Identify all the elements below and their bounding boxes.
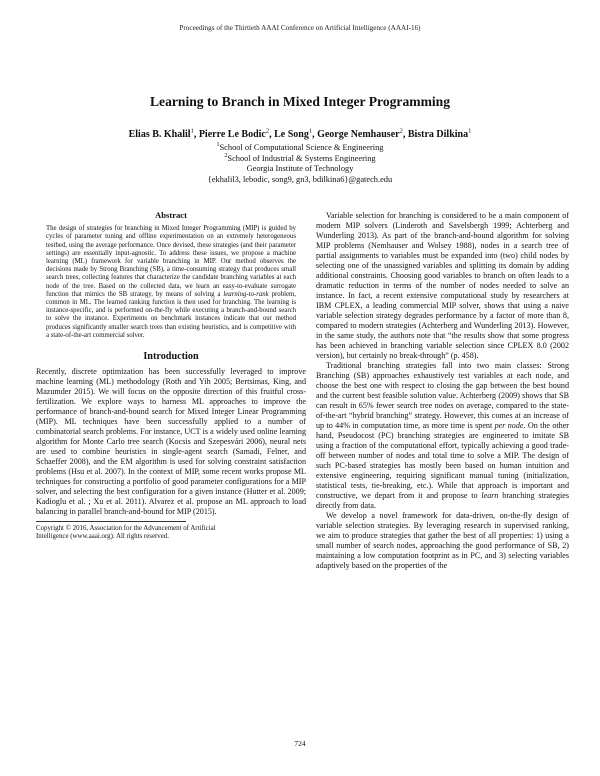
author-emails: {ekhalil3, lebodic, song9, gn3, bdilkina6}@gatech.edu: [207, 175, 393, 184]
affiliation-2: $^2$School of Industrial & Systems Engineering: [224, 153, 376, 163]
introduction-heading: Introduction: [143, 351, 199, 363]
paper-title: Learning to Branch in Mixed Integer Programming: [149, 94, 451, 109]
introduction-paragraph: Recently, discrete optimization has been successfully leveraged to improve machine learning (ML) methodology (Roth and Yih 2005; Bertsimas, King, and Mazumder 2015). We will focus on the opposite direction of this fruitful cross-fertilization. We explore ways to harness ML approaches to improve the performance of branch-and-bound search for Mixed Integer Linear Programming (MIP). ML techniques have been successfully applied to a number of combinatorial search problems. For instance, UCT is a widely used online learning algorithm for Monte Carlo tree search (Kocsis and Szepesvári 2006), neural nets are used to combine heuristics in single-agent search (Samadi, Felner, and Schaeffer 2008), and the EM algorithm is used for solving constraint satisfaction problems (Hsu et al. 2007). In the context of MIP, some recent works propose ML techniques for constructing a portfolio of good parameter configurations for a MIP solver, and selecting the best configuration for a given instance (Hutter et al. 2009; Kadioglu et al. ; Xu et al. 2011). Alvarez et al. propose an ML approach to load balancing in parallel branch-and-bound for MIP (2015).: [36, 367, 306, 517]
author: Bistra Dilkina$^1$: [407, 128, 472, 141]
body-paragraph: Variable selection for branching is considered to be a main component of modern MIP solvers (Linderoth and Savelsbergh 1999; Achterberg and Wunderling 2013). As part of the branch-and-bound algorithm for solving MIP problems (Nemhauser and Wolsey 1988), nodes in a search tree of partial assignments to variables must be expanded into (two) child nodes by selecting one of the unassigned variables and splitting its domain by adding additional constraints. Choosing good variables to branch on often leads to a dramatic reduction in terms of the number of nodes needed to solve an instance. In fact, a recent extensive computational study by researchers at IBM CPLEX, a leading commercial MIP solver, shows that using a naive variable selection strategy degrades performance by a factor of more than 8, compared to modern strategies (Achterberg and Wunderling 2013). However, in the same study, the authors note that “the results show that some progress has been achieved in branching variable selection since CPLEX 8.0 (2002 version), but certainly no break-through” (p. 458).: [316, 211, 569, 360]
right-column: [316, 211, 569, 571]
author: Elias B. Khalil$^1$,: [128, 128, 199, 141]
page-number: 724: [294, 739, 306, 748]
body-paragraph: Traditional branching strategies fall into two main classes: Strong Branching (SB) approaches exhaustively test variables at each node, and choose the best one with respect to closing the gap between the best bound and the current best feasible solution value. Achterberg (2009) shows that SB can result in 65% fewer search tree nodes on average, compared to the state-of-the-art “hybrid branching” strategy. However, this comes at an increase of up to 44% in computation time, as more time is spent per node. On the other hand, Pseudocost (PC) branching strategies are engineered to imitate SB using a fraction of the computational effort, typically achieving a good trade-off between number of nodes and total time to solve a MIP. The design of such PC-based strategies has mostly been based on human intuition and extensive engineering, requiring significant manual tuning (initialization, statistical tests, tie-breaking, etc.). While that approach is important and constructive, we depart from it and propose to learn branching strategies directly from data.: [316, 361, 569, 510]
abstract-heading: Abstract: [155, 210, 187, 220]
left-column: [36, 211, 306, 541]
author-list: [0, 128, 600, 140]
author: George Nemhauser$^2$,: [317, 128, 408, 141]
author: Le Song$^1$,: [274, 128, 318, 141]
abstract-text: The design of strategies for branching in Mixed Integer Programming (MIP) is guided by cycles of parameter tuning and offline experimentation on an extremely heterogeneous testbed, using the average performance. Once devised, these strategies (and their parameter settings) are essentially input-agnostic. To address these issues, we propose a machine learning (ML) framework for variable branching in MIP. Our method observes the decisions made by Strong Branching (SB), a time-consuming strategy that produces small search trees, collecting features that characterize the candidate branching variables at each node of the tree. Based on the collected data, we learn an easy-to-evaluate surrogate function that mimics the SB strategy, by means of solving a learning-to-rank problem, common in ML. The learned ranking function is then used for branching. The learning is instance-specific, and is performed on-the-fly while executing a branch-and-bound search to solve the instance. Experiments on benchmark instances indicate that our method produces significantly smaller search trees than existing heuristics, and is competitive with a state-of-the-art commercial solver.: [46, 225, 296, 339]
copyright-notice: Copyright © 2016, Association for the Advancement of Artificial Intelligence (www.aaai.org). All rights reserved.: [36, 521, 186, 541]
running-head: Proceedings of the Thirtieth AAAI Conference on Artificial Intelligence (AAAI-16): [179, 24, 421, 32]
affiliation-1: $^1$School of Computational Science & Engineering: [216, 142, 384, 152]
body-paragraph: We develop a novel framework for data-driven, on-the-fly design of variable selection strategies. By leveraging research in supervised ranking, we aim to produce strategies that gather the best of all properties: 1) using a small number of search nodes, approaching the good performance of SB, 2) maintaining a low computation footprint as in PC, and 3) selecting variables adaptively based on the properties of the: [316, 511, 569, 570]
author: Pierre Le Bodic$^2$,: [198, 128, 275, 141]
abstract: [46, 211, 296, 340]
institute: Georgia Institute of Technology: [246, 164, 354, 173]
